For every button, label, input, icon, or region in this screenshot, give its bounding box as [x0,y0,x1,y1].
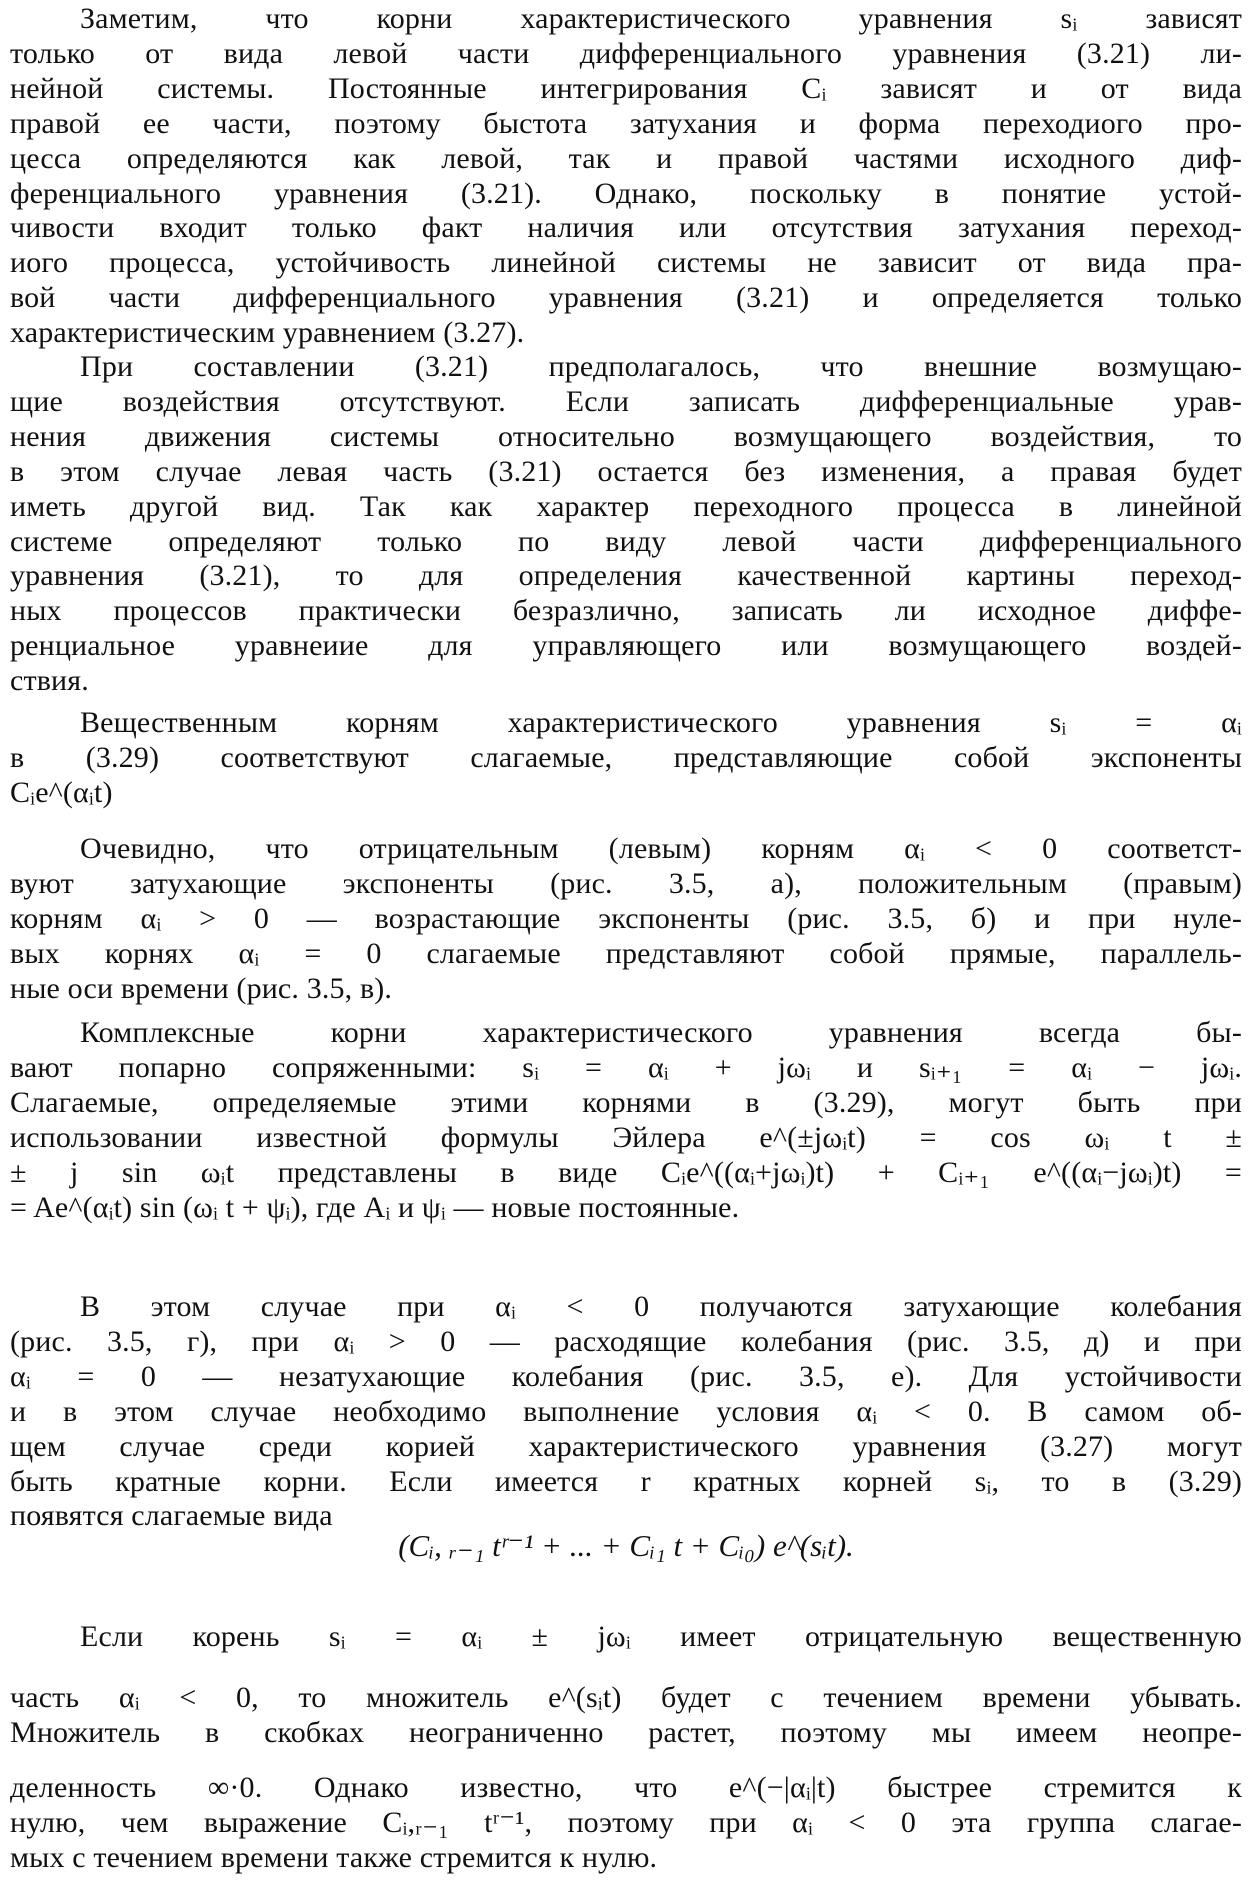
text-line: (рис. 3.5, г), при αᵢ > 0 — расходящие колебания (рис. 3.5, д) и при [10,1324,1242,1358]
text-line: ствия. [10,664,89,698]
text-line: Очевидно, что отрицательным (левым) корням αᵢ < 0 соответст- [80,832,1242,865]
text-line: вых корнях αᵢ = 0 слагаемые представляют собой прямые, параллель- [10,936,1242,970]
text-line: вают попарно сопряженными: sᵢ = αᵢ + jωᵢ и sᵢ₊₁ = αᵢ − jωᵢ. [10,1050,1242,1084]
display-formula: (Cᵢ, ᵣ₋₁ tʳ⁻¹ + ... + Cᵢ₁ t + Cᵢ₀) e^(sᵢt). [398,1528,854,1563]
text-line: Слагаемые, определяемые этими корнями в (3.29), могут быть при [10,1085,1242,1119]
text-line: в (3.29) соответствуют слагаемые, представляющие собой экспоненты [10,740,1242,774]
paragraph-3 [10,706,1242,811]
paragraph-4 [10,832,1242,1007]
text-line: деленность ∞·0. Однако известно, что e^(−|αᵢ|t) быстрее стремится к [10,1770,1242,1804]
text-line: нения движения системы относительно возмущающего воздействия, то [10,419,1242,453]
paragraph-2 [10,350,1242,699]
text-line: в этом случае левая часть (3.21) остается без изменения, а правая будет [10,454,1242,488]
text-line: нейной системы. Постоянные интегрирования Cᵢ зависят и от вида [10,71,1242,105]
paragraph-6 [10,1290,1242,1534]
text-line: = Ae^(αᵢt) sin (ωᵢ t + ψᵢ), где Aᵢ и ψᵢ — новые постоянные. [10,1190,740,1224]
paragraph-1 [10,2,1242,351]
text-line: При составлении (3.21) предполагалось, что внешние возмущаю- [80,350,1242,383]
text-line: и в этом случае необходимо выполнение условия αᵢ < 0. В самом об- [10,1394,1242,1428]
text-line: ренциальное уравнеиие для управляющего или возмущающего воздей- [10,629,1242,663]
text-line: В этом случае при αᵢ < 0 получаются затухающие колебания [80,1290,1242,1323]
text-line: мых с течением времени также стремится к нулю. [10,1840,658,1874]
text-line: иого процесса, устойчивость линейной системы не зависит от вида пра- [10,246,1242,280]
text-line: правой ее части, поэтому быстота затухания и форма переходиого про- [10,106,1242,140]
paragraph-7 [10,1620,1242,1875]
text-line: Комплексные корни характеристического уравнения всегда бы- [80,1016,1242,1049]
text-line: системе определяют только по виду левой части дифференциального [10,524,1242,558]
text-line: αᵢ = 0 — незатухающие колебания (рис. 3.5, е). Для устойчивости [10,1359,1242,1393]
text-line: уравнения (3.21), то для определения качественной картины переход- [10,559,1242,593]
text-line: ные оси времени (рис. 3.5, в). [10,971,393,1005]
text-line: Cᵢe^(αᵢt) [10,775,113,809]
text-line: использовании известной формулы Эйлера e^(±jωᵢt) = cos ωᵢ t ± [10,1120,1242,1154]
text-line: ных процессов практически безразлично, записать ли исходное диффе- [10,594,1242,628]
text-line: ференциального уравнения (3.21). Однако, поскольку в понятие устой- [10,176,1242,210]
text-line: Если корень sᵢ = αᵢ ± jωᵢ имеет отрицательную вещественную [80,1620,1242,1653]
text-line: щем случае среди корией характеристического уравнения (3.27) могут [10,1429,1242,1463]
text-line: нулю, чем выражение Cᵢ,ᵣ₋₁ tʳ⁻¹, поэтому при αᵢ < 0 эта группа слагае- [10,1805,1242,1839]
text-line: иметь другой вид. Так как характер переходного процесса в линейной [10,489,1242,523]
text-line: цесса определяются как левой, так и правой частями исходного диф- [10,141,1242,175]
text-line: только от вида левой части дифференциального уравнения (3.21) ли- [10,36,1242,70]
text-line: корням αᵢ > 0 — возрастающие экспоненты (рис. 3.5, б) и при нуле- [10,901,1242,935]
text-line: вой части дифференциального уравнения (3.21) и определяется только [10,281,1242,315]
text-line: быть кратные корни. Если имеется r кратных корней sᵢ, то в (3.29) [10,1464,1242,1498]
text-line: появятся слагаемые вида [10,1499,333,1533]
text-line: вуют затухающие экспоненты (рис. 3.5, а), положительным (правым) [10,866,1242,900]
text-line: чивости входит только факт наличия или отсутствия затухания переход- [10,211,1242,245]
text-line: Заметим, что корни характеристического уравнения sᵢ зависят [80,2,1242,35]
text-line: Множитель в скобках неограниченно растет, поэтому мы имеем неопре- [10,1715,1242,1749]
text-line: щие воздействия отсутствуют. Если записать дифференциальные урав- [10,384,1242,418]
text-line: часть αᵢ < 0, то множитель e^(sᵢt) будет с течением времени убывать. [10,1680,1242,1714]
text-line: характеристическим уравнением (3.27). [10,316,525,350]
text-line: ± j sin ωᵢt представлены в виде Cᵢe^((αᵢ+jωᵢ)t) + Cᵢ₊₁ e^((αᵢ−jωᵢ)t) = [10,1155,1242,1189]
text-line: Вещественным корням характеристического уравнения sᵢ = αᵢ [80,706,1242,739]
paragraph-5 [10,1016,1242,1225]
